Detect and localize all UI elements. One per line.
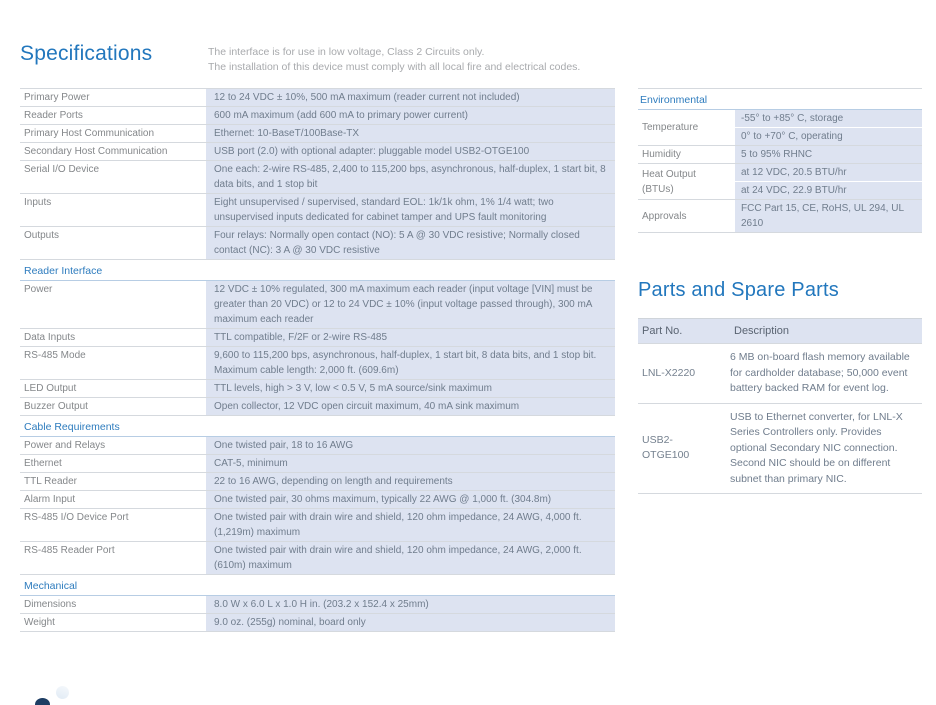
- env-label: Temperature: [642, 122, 699, 133]
- spec-row-dimensions: [20, 596, 615, 614]
- specifications-table: [20, 88, 615, 632]
- env-label: Heat Output (BTUs): [642, 168, 696, 195]
- spec-row-ttl-reader: [20, 473, 615, 491]
- spec-row-ethernet: [20, 455, 615, 473]
- spec-value: 8.0 W x 6.0 L x 1.0 H in. (203.2 x 152.4 x 25mm): [206, 596, 615, 613]
- parts-title: Parts and Spare Parts: [638, 279, 839, 301]
- spec-label: Dimensions: [24, 599, 77, 610]
- spec-value: 9,600 to 115,200 bps, asynchronous, half-duplex, 1 start bit, 8 data bits, and 1 stop bit. Maximum cable length: 2,000 ft. (609.6m): [206, 347, 615, 379]
- env-label: Humidity: [642, 149, 681, 160]
- part-description: USB to Ethernet converter, for LNL-X Series Controllers only. Provides optional Secondary NIC connection. Second NIC should be on different subnet than primary NIC.: [730, 410, 903, 485]
- spec-label: Serial I/O Device: [24, 164, 100, 175]
- spec-label: RS-485 Reader Port: [24, 545, 115, 556]
- spec-value: One twisted pair, 18 to 16 AWG: [206, 437, 615, 454]
- spec-label: Inputs: [24, 197, 52, 208]
- env-row-temperature: [638, 110, 922, 146]
- spec-row-power: [20, 281, 615, 329]
- section-header-environmental: Environmental: [638, 89, 922, 110]
- spec-value: 12 VDC ± 10% regulated, 300 mA maximum each reader (input voltage [VIN] must be greater than 20 VDC) or 12 to 24 VDC ± 10% (input voltage passed through), 300 mA maximum each reader: [206, 281, 615, 328]
- spec-value: Open collector, 12 VDC open circuit maximum, 40 mA sink maximum: [206, 398, 615, 415]
- env-values: [735, 200, 922, 232]
- spec-value: Eight unsupervised / supervised, standard EOL: 1k/1k ohm, 1% 1/4 watt; two unsupervised inputs dedicated for cabinet tamper and UPS fault monitoring: [206, 194, 615, 226]
- spec-label: TTL Reader: [24, 476, 77, 487]
- document-header: [20, 42, 615, 74]
- part-description: 6 MB on-board flash memory available for cardholder database; 50,000 event battery backed RAM for event log.: [730, 351, 910, 394]
- spec-label: Primary Power: [24, 92, 90, 103]
- spec-label: RS-485 I/O Device Port: [24, 512, 129, 523]
- spec-row-led-output: [20, 380, 615, 398]
- spec-label: Power: [24, 284, 53, 295]
- right-column: [638, 88, 922, 494]
- env-row-humidity: [638, 146, 922, 164]
- spec-label: Weight: [24, 617, 55, 628]
- env-values: [735, 146, 922, 163]
- spec-label: Buzzer Output: [24, 401, 88, 412]
- env-values: [735, 164, 922, 199]
- parts-row-lnl-x2220: [638, 344, 922, 404]
- spec-label: Reader Ports: [24, 110, 83, 121]
- spec-row-primary-host-communication: [20, 125, 615, 143]
- env-row-heat-output-btus: [638, 164, 922, 200]
- spec-label: Power and Relays: [24, 440, 106, 451]
- logo-wisp-decoration: [56, 686, 69, 699]
- spec-value: One each: 2-wire RS-485, 2,400 to 115,200 bps, asynchronous, half-duplex, 1 start bit, 8 data bits, and 1 stop bit: [206, 161, 615, 193]
- env-label: Approvals: [642, 210, 687, 222]
- section-header-mechanical: Mechanical: [20, 575, 615, 596]
- section-header-reader-interface: Reader Interface: [20, 260, 615, 281]
- env-value: 5 to 95% RHNC: [735, 146, 922, 163]
- spec-row-rs-485-reader-port: [20, 542, 615, 575]
- spec-value: 9.0 oz. (255g) nominal, board only: [206, 614, 615, 631]
- spec-value: One twisted pair, 30 ohms maximum, typically 22 AWG @ 1,000 ft. (304.8m): [206, 491, 615, 508]
- spec-value: Four relays: Normally open contact (NO): 5 A @ 30 VDC resistive; Normally closed contact (NC): 3 A @ 30 VDC resistive: [206, 227, 615, 259]
- env-value: FCC Part 15, CE, RoHS, UL 294, UL 2610: [735, 200, 922, 232]
- spec-row-alarm-input: [20, 491, 615, 509]
- env-row-approvals: [638, 200, 922, 233]
- spec-value: 600 mA maximum (add 600 mA to primary power current): [206, 107, 615, 124]
- part-number: USB2-OTGE100: [642, 433, 690, 462]
- spec-label: Alarm Input: [24, 494, 76, 505]
- spec-row-outputs: [20, 227, 615, 260]
- parts-row-usb2-otge100: [638, 404, 922, 495]
- spec-row-rs-485-i-o-device-port: [20, 509, 615, 542]
- spec-row-reader-ports: [20, 107, 615, 125]
- env-values: [735, 110, 922, 145]
- section-header-cable-requirements: Cable Requirements: [20, 416, 615, 437]
- env-value: at 24 VDC, 22.9 BTU/hr: [735, 181, 922, 199]
- spec-row-inputs: [20, 194, 615, 227]
- page-title: Specifications: [20, 42, 153, 65]
- spec-value: Ethernet: 10-BaseT/100Base-TX: [206, 125, 615, 142]
- partial-logo: [35, 698, 50, 705]
- spec-label: Primary Host Communication: [24, 128, 155, 139]
- intro-note-line1: The interface is for use in low voltage, Class 2 Circuits only.: [208, 46, 485, 58]
- spec-row-serial-i-o-device: [20, 161, 615, 194]
- intro-note: [208, 42, 580, 74]
- spec-value: TTL levels, high > 3 V, low < 0.5 V, 5 mA source/sink maximum: [206, 380, 615, 397]
- spec-row-data-inputs: [20, 329, 615, 347]
- spec-value: One twisted pair with drain wire and shield, 120 ohm impedance, 24 AWG, 2,000 ft. (610m) maximum: [206, 542, 615, 574]
- column-header-description: Description: [734, 325, 790, 337]
- env-value: 0° to +70° C, operating: [735, 127, 922, 145]
- spec-label: Ethernet: [24, 458, 62, 469]
- spec-value: 22 to 16 AWG, depending on length and requirements: [206, 473, 615, 490]
- environmental-table: [638, 88, 922, 233]
- parts-table-header: [638, 319, 922, 344]
- env-value: -55° to +85° C, storage: [735, 110, 922, 127]
- spec-label: RS-485 Mode: [24, 350, 86, 361]
- env-value: at 12 VDC, 20.5 BTU/hr: [735, 164, 922, 181]
- spec-label: LED Output: [24, 383, 77, 394]
- spec-value: TTL compatible, F/2F or 2-wire RS-485: [206, 329, 615, 346]
- left-column: [20, 42, 615, 632]
- part-number: LNL-X2220: [642, 366, 696, 379]
- spec-label: Secondary Host Communication: [24, 146, 168, 157]
- spec-row-power-and-relays: [20, 437, 615, 455]
- spec-row-buzzer-output: [20, 398, 615, 416]
- spec-label: Data Inputs: [24, 332, 76, 343]
- spec-row-primary-power: [20, 89, 615, 107]
- spec-value: 12 to 24 VDC ± 10%, 500 mA maximum (reader current not included): [206, 89, 615, 106]
- intro-note-line2: The installation of this device must comply with all local fire and electrical codes.: [208, 60, 581, 73]
- parts-table: [638, 318, 922, 494]
- spec-label: Outputs: [24, 230, 60, 241]
- spec-row-weight: [20, 614, 615, 632]
- spec-value: CAT-5, minimum: [206, 455, 615, 472]
- spec-value: One twisted pair with drain wire and shield, 120 ohm impedance, 24 AWG, 4,000 ft. (1,219m) maximum: [206, 509, 615, 541]
- column-header-part-no: Part No.: [642, 325, 683, 337]
- spec-row-rs-485-mode: [20, 347, 615, 380]
- spec-row-secondary-host-communication: [20, 143, 615, 161]
- spec-value: USB port (2.0) with optional adapter: pluggable model USB2-OTGE100: [206, 143, 615, 160]
